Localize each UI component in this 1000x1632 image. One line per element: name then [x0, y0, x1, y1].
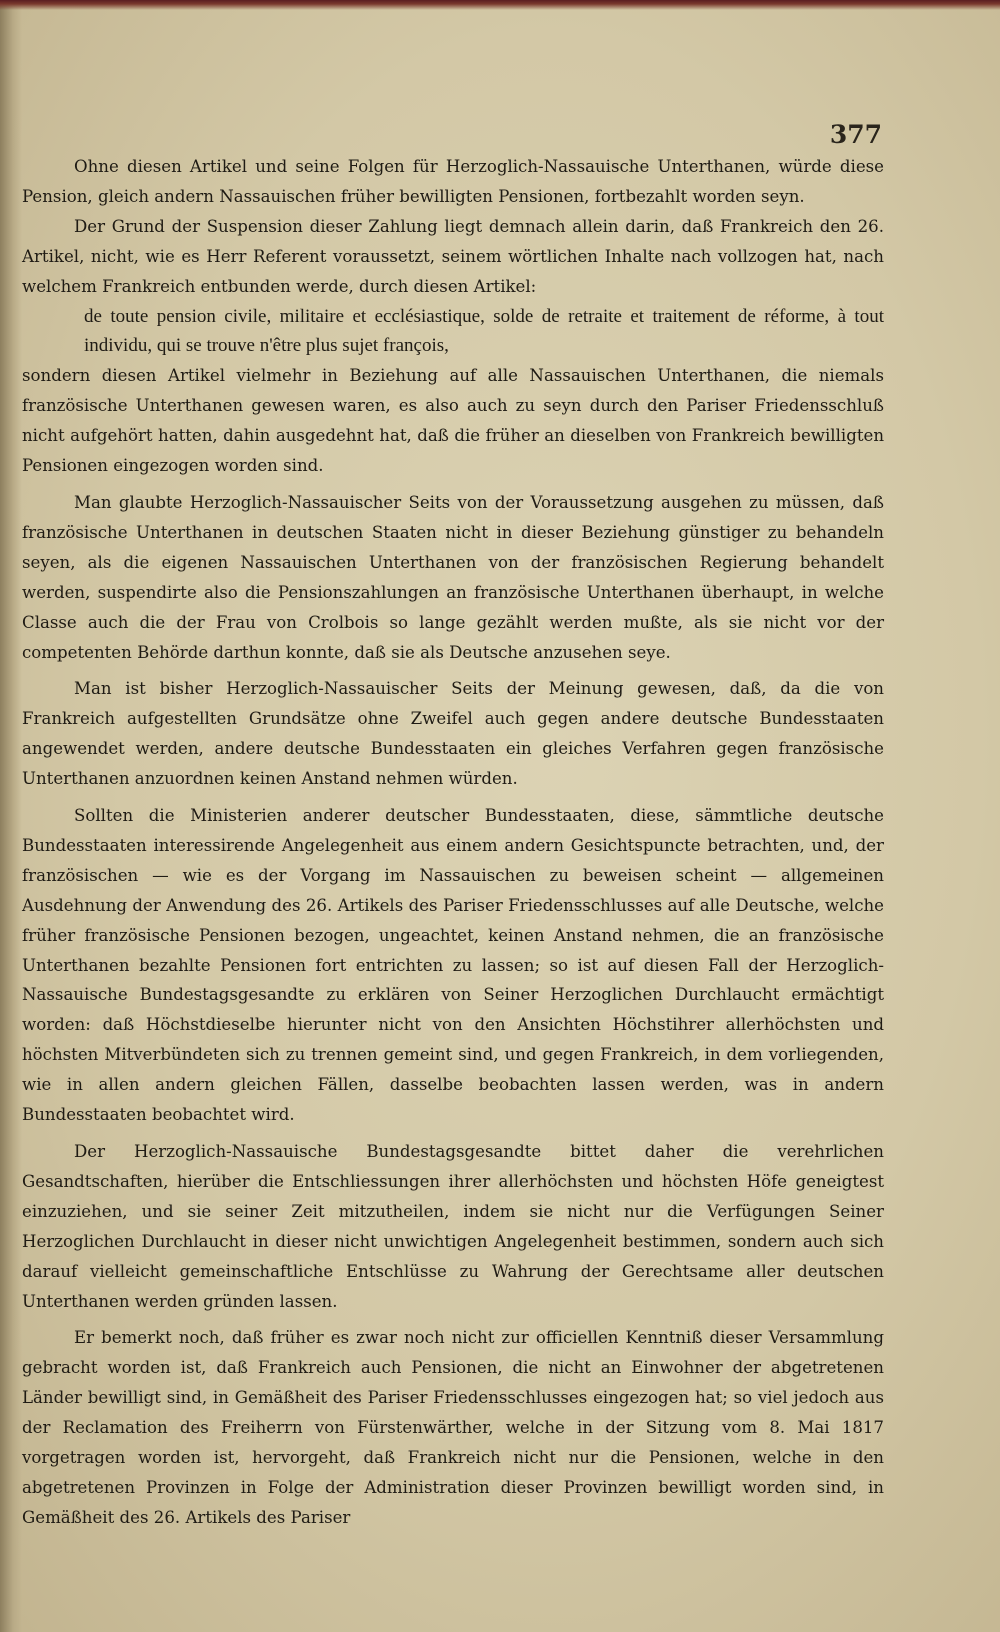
page-text — [22, 152, 884, 1533]
paragraph-5: Man ist bisher Herzoglich-Nassauischer Seits der Meinung gewesen, daß, da die von Frankreich aufgestellten Grundsätze ohne Zweifel auch gegen andere deutsche Bundesstaaten angewendet werden, andere deutsche Bundesstaaten ein gleiches Verfahren gegen französische Unterthanen anzuordnen keinen Anstand nehmen würden. — [22, 679, 884, 789]
french-quotation: de toute pension civile, militaire et ecclésiastique, solde de retraite et traitement de réforme, à tout individu, qui se trouve n'être plus sujet françois, — [84, 305, 884, 357]
page-number: 377 — [829, 120, 882, 149]
paragraph-7: Der Herzoglich-Nassauische Bundestagsgesandte bittet daher die verehrlichen Gesandtschaften, hierüber die Entschliessungen ihrer allerhöchsten und höchsten Höfe geneigtest einzuziehen, und sie seiner Zeit mitzutheilen, indem sie nicht nur die Verfügungen Seiner Herzoglichen Durchlaucht in dieser nicht unwichtigen Angelegenheit bestimmen, sondern auch sich darauf vielleicht gemeinschaftliche Entschlüsse zu Wahrung der Gerechtsame aller deutschen Unterthanen werden gründen lassen. — [22, 1142, 884, 1311]
paragraph-1: Ohne diesen Artikel und seine Folgen für Herzoglich-Nassauische Unterthanen, würde diese Pension, gleich andern Nassauischen früher bewilligten Pensionen, fortbezahlt worden seyn. — [22, 157, 884, 206]
paragraph-2: Der Grund der Suspension dieser Zahlung liegt demnach allein darin, daß Frankreich den 26. Artikel, nicht, wie es Herr Referent voraussetzt, seinem wörtlichen Inhalte nach vollzogen hat, nach welchem Frankreich entbunden werde, durch diesen Artikel: — [22, 216, 884, 296]
paragraph-4: Man glaubte Herzoglich-Nassauischer Seits von der Voraussetzung ausgehen zu müssen, daß französische Unterthanen in deutschen Staaten nicht in dieser Beziehung günstiger zu behandeln seyen, als die eigenen Nassauischen Unterthanen von der französischen Regierung behandelt werden, suspendirte also die Pensionszahlungen an französische Unterthanen überhaupt, in welche Classe auch die der Frau von Crolbois so lange gezählt werden mußte, als sie nicht vor der competenten Behörde darthun konnte, daß sie als Deutsche anzusehen seye. — [22, 492, 884, 662]
paragraph-8: Er bemerkt noch, daß früher es zwar noch nicht zur officiellen Kenntniß dieser Versammlung gebracht worden ist, daß Frankreich auch Pensionen, die nicht an Einwohner der abgetretenen Länder bewilligt sind, in Gemäßheit des Pariser Friedensschlusses eingezogen hat; so viel jedoch aus der Reclamation des Freiherrn von Fürstenwärther, welche in der Sitzung vom 8. Mai 1817 vorgetragen worden ist, hervorgeht, daß Frankreich nicht nur die Pensionen, welche in den abgetretenen Provinzen in Folge der Administration dieser Provinzen bewilligt worden sind, in Gemäßheit des 26. Artikels des Pariser — [22, 1328, 884, 1527]
paragraph-6: Sollten die Ministerien anderer deutscher Bundesstaaten, diese, sämmtliche deutsche Bundesstaaten interessirende Angelegenheit aus einem andern Gesichtspuncte betrachten, und, der französischen — wie es der Vorgang im Nassauischen zu beweisen scheint — allgemeinen Ausdehnung der Anwendung des 26. Artikels des Pariser Friedensschlusses auf alle Deutsche, welche früher französische Pensionen bezogen, ungeachtet, keinen Anstand nehmen, die an französische Unterthanen bezahlte Pensionen fort entrichten zu lassen; so ist auf diesen Fall der Herzoglich-Nassauische Bundestagsgesandte zu erklären von Seiner Herzoglichen Durchlaucht ermächtigt worden: daß Höchstdieselbe hierunter nicht von den Ansichten Höchstihrer allerhöchsten und höchsten Mitverbündeten sich zu trennen gemeint sind, und gegen Frankreich, in dem vorliegenden, wie in allen andern gleichen Fällen, dasselbe beobachten lassen werden, was in andern Bundesstaaten beobachtet wird. — [22, 806, 884, 1125]
paragraph-3: sondern diesen Artikel vielmehr in Beziehung auf alle Nassauischen Unterthanen, die niemals französische Unterthanen gewesen waren, es also auch zu seyn durch den Pariser Friedensschluß nicht aufgehört hatten, dahin ausgedehnt hat, daß die früher an dieselben von Frankreich bewilligten Pensionen eingezogen worden sind. — [22, 366, 884, 476]
